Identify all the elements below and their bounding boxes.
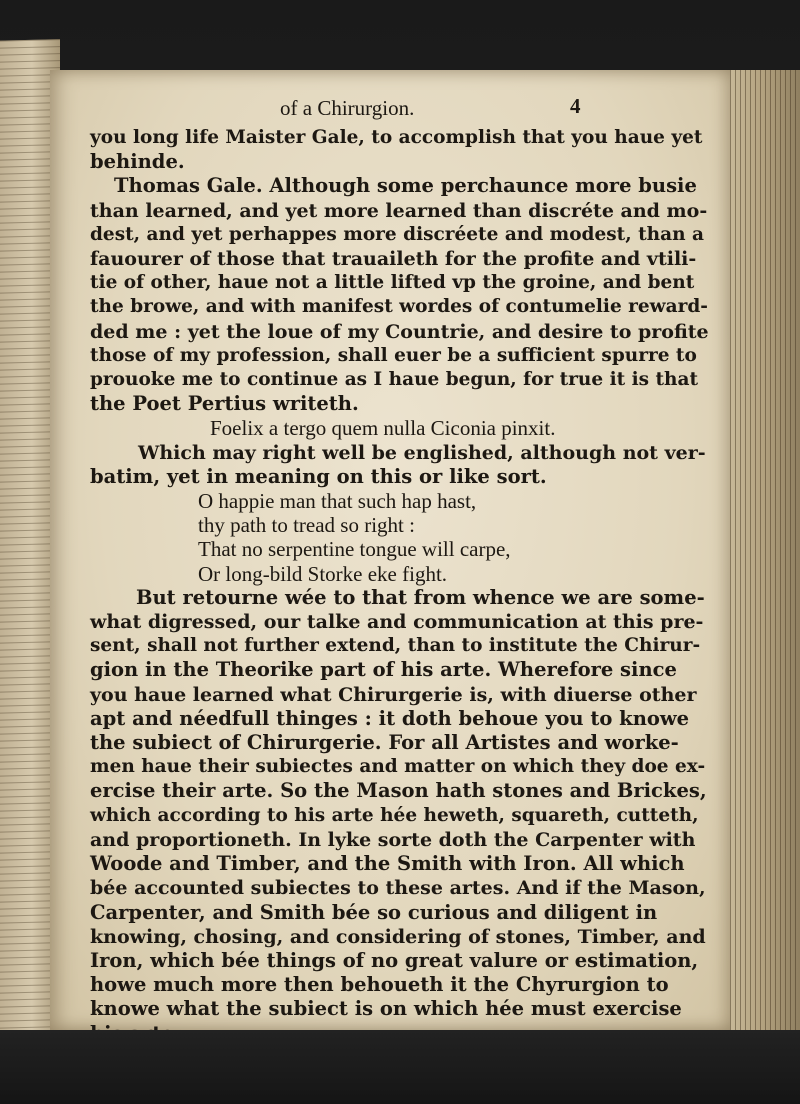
running-head: of a Chirurgion. xyxy=(280,96,415,120)
text-line: Thomas Gale. Although some perchaunce more busie xyxy=(114,174,697,198)
text-line: which according to his arte hée heweth, squareth, cutteth, xyxy=(90,804,699,826)
page-edge-line xyxy=(770,70,771,1030)
text-line: Woode and Timber, and the Smith with Iron. All which xyxy=(90,852,685,876)
text-line: and proportioneth. In lyke sorte doth the Carpenter with xyxy=(90,828,696,851)
text-line: the Poet Pertius writeth. xyxy=(90,392,359,416)
page-edge-line xyxy=(785,70,786,1030)
page-edge-line xyxy=(745,70,746,1030)
page-edge-line xyxy=(0,46,60,49)
text-line: howe much more then behoueth it the Chyrurgion to xyxy=(90,973,669,997)
text-line: Iron, which bée things of no great valure or estimation, xyxy=(90,948,699,972)
page-edge-line xyxy=(765,70,766,1030)
text-line: men haue their subiectes and matter on which they doe ex- xyxy=(90,756,706,778)
page-edge-line xyxy=(730,70,731,1030)
text-line: O happie man that such hap hast, xyxy=(198,489,477,514)
book-page xyxy=(50,70,730,1030)
text-line: you haue learned what Chirurgerie is, with diuerse other xyxy=(90,683,697,706)
text-line: prouoke me to continue as I haue begun, for true it is that xyxy=(90,369,699,391)
text-line: gion in the Theorike part of his arte. Wherefore since xyxy=(90,658,677,682)
text-line: fauourer of those that trauaileth for the profite and vtili- xyxy=(90,248,697,271)
page-edge-line xyxy=(0,60,60,63)
text-line: you long life Maister Gale, to accomplish that you haue yet xyxy=(90,127,703,148)
text-line: than learned, and yet more learned than discréte and mo- xyxy=(90,199,708,222)
page-text-block xyxy=(90,94,710,1078)
text-line: Foelix a tergo quem nulla Ciconia pinxit. xyxy=(210,416,556,441)
page-edge-line xyxy=(795,70,796,1030)
text-line: apt and néedfull thinges : it doth behoue you to knowe xyxy=(90,706,690,730)
text-line: Carpenter, and Smith bée so curious and diligent in xyxy=(90,900,658,924)
page-edge-line xyxy=(750,70,751,1030)
text-line: knowing, chosing, and considering of stones, Timber, and xyxy=(90,925,706,948)
page-edge-line xyxy=(735,70,736,1030)
page-number: 4 xyxy=(570,94,581,118)
text-line: tie of other, haue not a little lifted vp the groine, and bent xyxy=(90,272,695,294)
page-edge-line xyxy=(755,70,756,1030)
page-edge-line xyxy=(780,70,781,1030)
page-edge-line xyxy=(790,70,791,1030)
text-line: But retourne wée to that from whence we are some- xyxy=(136,585,705,609)
text-line: those of my profession, shall euer be a sufficient spurre to xyxy=(90,344,697,366)
page-edge-line xyxy=(0,39,60,42)
text-line: ercise their arte. So the Mason hath stones and Brickes, xyxy=(90,779,707,803)
page-edge-line xyxy=(740,70,741,1030)
text-line: bée accounted subiectes to these artes. And if the Mason, xyxy=(90,877,706,900)
text-line: ded me : yet the loue of my Countrie, and desire to profite xyxy=(90,320,709,343)
page-edge-line xyxy=(0,53,60,56)
page-header xyxy=(90,94,710,126)
text-lines xyxy=(90,126,710,1046)
text-line: Or long-bild Storke eke fight. xyxy=(198,561,448,586)
text-line: knowe what the subiect is on which hée must exercise xyxy=(90,997,682,1021)
dark-background xyxy=(0,1030,800,1104)
text-line: Which may right well be englished, although not ver- xyxy=(138,441,706,464)
text-line: what digressed, our talke and communication at this pre- xyxy=(90,611,704,634)
right-page-edges xyxy=(720,70,800,1030)
text-line: the browe, and with manifest wordes of contumelie reward- xyxy=(90,296,708,318)
text-line: thy path to tread so right : xyxy=(198,513,415,538)
text-line: dest, and yet perhappes more discréete and modest, than a xyxy=(90,223,704,245)
text-line: That no serpentine tongue will carpe, xyxy=(198,537,511,562)
text-line: batim, yet in meaning on this or like sort. xyxy=(90,464,547,488)
text-line: sent, shall not further extend, than to institute the Chirur- xyxy=(90,635,701,657)
text-line: behinde. xyxy=(90,150,185,174)
text-line: the subiect of Chirurgerie. For all Artistes and worke- xyxy=(90,731,679,755)
page-edge-line xyxy=(775,70,776,1030)
page-edge-line xyxy=(760,70,761,1030)
